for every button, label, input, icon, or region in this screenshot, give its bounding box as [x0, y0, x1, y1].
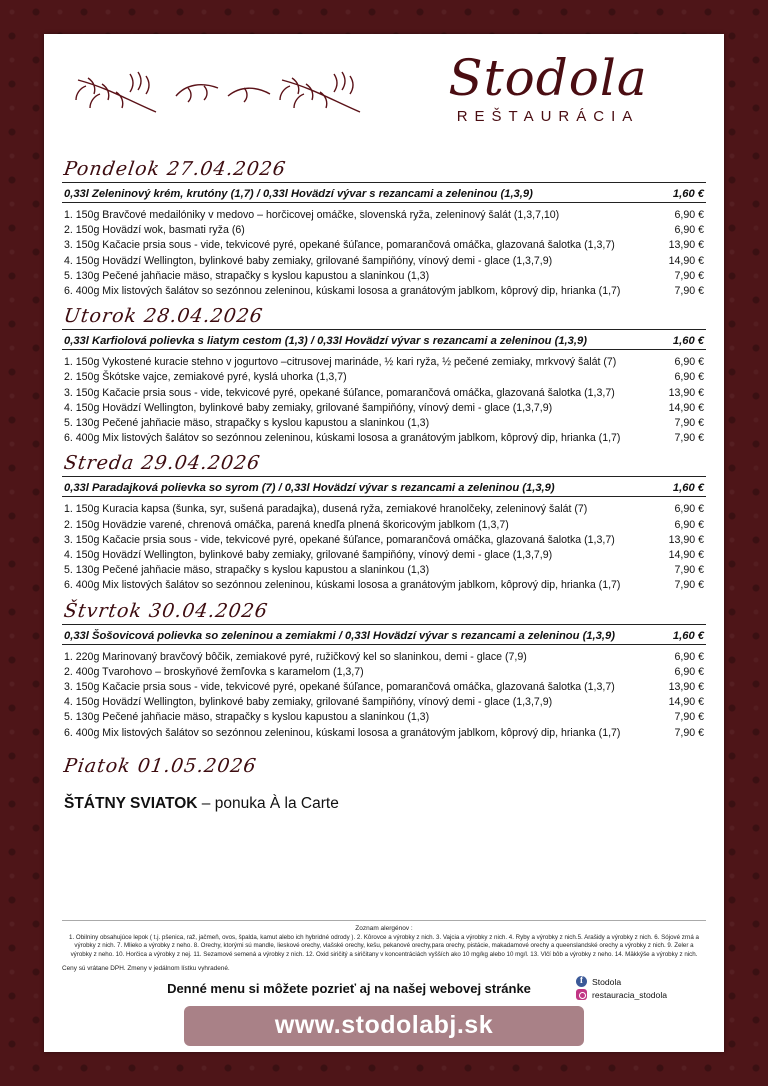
menu-item-text: 3. 150g Kačacie prsia sous - vide, tekvicové pyré, opekané šúľance, pomarančová omáčka, glazovaná šalotka (1,3,7)	[64, 533, 615, 546]
menu-item-price: 6,90 €	[674, 518, 704, 531]
menu-item	[62, 650, 706, 665]
menu-item	[62, 238, 706, 253]
menu-item-price: 14,90 €	[668, 401, 704, 414]
menu-item	[62, 386, 706, 401]
day-block-monday	[62, 158, 706, 299]
day-title: Utorok 28.04.2026	[62, 305, 265, 328]
menu-item-price: 6,90 €	[674, 224, 704, 237]
menu-item-text: 1. 150g Kuracia kapsa (šunka, syr, sušená paradajka), dusená ryža, zemiakové hranolčeky, zeleninový šalát (7)	[64, 503, 588, 516]
facebook-label: Stodola	[592, 976, 622, 987]
menu-item-price: 7,90 €	[674, 579, 704, 592]
menu-item-text: 1. 150g Bravčové medailóniky v medovo – horčicovej omáčke, slovenská ryža, zeleninový šalát (1,3,7,10)	[64, 209, 560, 221]
page-header	[62, 44, 706, 152]
instagram-icon	[576, 989, 587, 1000]
menu-item	[62, 208, 706, 223]
menu-item	[62, 401, 706, 416]
menu-item	[62, 680, 706, 695]
soup-row	[62, 182, 706, 203]
menu-item	[62, 563, 706, 578]
instagram-label: restauracia_stodola	[592, 989, 668, 1000]
menu-item-price: 6,90 €	[674, 356, 704, 369]
menu-item	[62, 726, 706, 741]
menu-item-price: 7,90 €	[674, 432, 704, 445]
menu-item-text: 4. 150g Hovädzí Wellington, bylinkové baby zemiaky, grilované šampiňóny, vínový demi - glace (1,3,7,9)	[64, 549, 553, 562]
menu-item	[62, 710, 706, 725]
day-title: Piatok 01.05.2026	[62, 754, 259, 777]
soup-price: 1,60 €	[672, 188, 704, 200]
menu-item-price: 14,90 €	[668, 254, 704, 267]
menu-item-price: 13,90 €	[668, 239, 704, 252]
day-title: Streda 29.04.2026	[62, 452, 262, 475]
menu-item-price: 14,90 €	[668, 696, 704, 709]
soup-row	[62, 624, 706, 645]
menu-item	[62, 533, 706, 548]
menu-item-text: 1. 220g Marinovaný bravčový bôčik, zemiakové pyré, ružičkový kel so slaninkou, demi - glace (7,9)	[64, 650, 527, 663]
menu-item-price: 13,90 €	[668, 681, 704, 694]
day-title: Štvrtok 30.04.2026	[62, 599, 270, 622]
menu-item-price: 7,90 €	[674, 269, 704, 282]
facebook-icon	[576, 976, 587, 987]
menu-items-list	[62, 650, 706, 741]
menu-item	[62, 355, 706, 370]
menu-item	[62, 223, 706, 238]
menu-item-text: 2. 150g Hovädzie varené, chrenová omáčka, parená knedľa plnená škoricovým jablkom (1,3,7)	[64, 518, 509, 531]
menu-items-list	[62, 208, 706, 299]
menu-item-text: 3. 150g Kačacie prsia sous - vide, tekvicové pyré, opekané šúľance, pomarančová omáčka, glazovaná šalotka (1,3,7)	[64, 239, 615, 252]
menu-item-text: 2. 150g Hovädzí wok, basmati ryža (6)	[64, 224, 245, 237]
logo-subtitle: REŠTAURÁCIA	[456, 108, 640, 125]
menu-item-text: 3. 150g Kačacie prsia sous - vide, tekvicové pyré, opekané šúľance, pomarančová omáčka, glazovaná šalotka (1,3,7)	[64, 681, 615, 694]
menu-items-list	[62, 502, 706, 593]
allergen-title: Zoznam alergénov :	[355, 924, 413, 932]
menu-item-price: 13,90 €	[668, 386, 704, 399]
day-title: Pondelok 27.04.2026	[62, 158, 288, 180]
menu-page	[44, 34, 724, 1052]
soup-text: 0,33l Karfiolová polievka s liatym cestom (1,3) / 0,33l Hovädzí vývar s rezancami a zeleninou (1,3,9)	[64, 335, 587, 348]
menu-item-text: 2. 150g Škótske vajce, zemiakové pyré, kyslá uhorka (1,3,7)	[64, 371, 347, 384]
menu-item	[62, 254, 706, 269]
menu-item	[62, 431, 706, 446]
menu-item-text: 6. 400g Mix listových šalátov so sezónnou zeleninou, kúskami lososa a granátovým jablkom, kôprový dip, hrianka (1,7)	[64, 726, 621, 739]
soup-text: 0,33l Paradajková polievka so syrom (7) / 0,33l Hovädzí vývar s rezancami a zeleninou (1,3,9)	[64, 482, 555, 495]
soup-row	[62, 476, 706, 497]
holiday-note	[64, 795, 704, 813]
menu-item	[62, 370, 706, 385]
page-footer	[44, 920, 724, 1052]
menu-item-text: 5. 130g Pečené jahňacie mäso, strapačky s kyslou kapustou a slaninkou (1,3)	[64, 417, 430, 430]
menu-item	[62, 518, 706, 533]
menu-items-list	[62, 355, 706, 446]
menu-item-text: 5. 130g Pečené jahňacie mäso, strapačky s kyslou kapustou a slaninkou (1,3)	[64, 269, 430, 282]
day-block-tuesday	[62, 305, 706, 446]
menu-item	[62, 548, 706, 563]
menu-item	[62, 665, 706, 680]
facebook-link[interactable]	[576, 976, 706, 987]
menu-item	[62, 578, 706, 593]
menu-item-price: 14,90 €	[668, 549, 704, 562]
branch-decoration	[68, 66, 368, 126]
menu-item-text: 4. 150g Hovädzí Wellington, bylinkové baby zemiaky, grilované šampiňóny, vínový demi - glace (1,3,7,9)	[64, 254, 553, 267]
menu-item-price: 6,90 €	[674, 665, 704, 678]
restaurant-logo	[398, 50, 698, 125]
social-links	[576, 974, 706, 1002]
soup-text: 0,33l Šošovicová polievka so zeleninou a zemiakmi / 0,33l Hovädzí vývar s rezancami a zeleninou (1,3,9)	[64, 629, 615, 642]
day-block-wednesday	[62, 452, 706, 593]
menu-item	[62, 695, 706, 710]
vat-note: Ceny sú vrátane DPH. Zmeny v jedálnom lístku vyhradené.	[62, 965, 230, 972]
menu-item-text: 6. 400g Mix listových šalátov so sezónnou zeleninou, kúskami lososa a granátovým jablkom, kôprový dip, hrianka (1,7)	[64, 432, 621, 445]
menu-item-price: 6,90 €	[674, 650, 704, 663]
menu-item-price: 7,90 €	[674, 564, 704, 577]
menu-item-price: 6,90 €	[674, 503, 704, 516]
menu-item-text: 2. 400g Tvarohovo – broskyňové žemľovka s karamelom (1,3,7)	[64, 665, 364, 678]
menu-item	[62, 284, 706, 299]
menu-item	[62, 502, 706, 517]
soup-row	[62, 329, 706, 350]
promo-text: Denné menu si môžete pozrieť aj na našej webovej stránke	[167, 980, 531, 996]
menu-item-price: 6,90 €	[674, 209, 704, 221]
leaf-branch-icon	[68, 66, 368, 126]
menu-item-price: 7,90 €	[674, 711, 704, 724]
menu-item-text: 6. 400g Mix listových šalátov so sezónnou zeleninou, kúskami lososa a granátovým jablkom, kôprový dip, hrianka (1,7)	[64, 579, 621, 592]
menu-item	[62, 416, 706, 431]
menu-item	[62, 269, 706, 284]
menu-item-text: 5. 130g Pečené jahňacie mäso, strapačky s kyslou kapustou a slaninkou (1,3)	[64, 564, 430, 577]
menu-item-text: 4. 150g Hovädzí Wellington, bylinkové baby zemiaky, grilované šampiňóny, vínový demi - glace (1,3,7,9)	[64, 696, 553, 709]
soup-price: 1,60 €	[672, 482, 704, 495]
menu-item-text: 5. 130g Pečené jahňacie mäso, strapačky s kyslou kapustou a slaninkou (1,3)	[64, 711, 430, 724]
holiday-rest: – ponuka À la Carte	[197, 794, 339, 812]
website-url: www.stodolabj.sk	[274, 1011, 494, 1039]
menu-item-price: 13,90 €	[668, 533, 704, 546]
menu-item-price: 6,90 €	[674, 371, 704, 384]
day-block-thursday	[62, 600, 706, 741]
instagram-link[interactable]	[576, 989, 706, 1000]
logo-name: Stodola	[448, 49, 648, 107]
day-block-friday	[62, 755, 706, 813]
menu-item-price: 7,90 €	[674, 285, 704, 298]
soup-price: 1,60 €	[672, 335, 704, 348]
menu-item-price: 7,90 €	[674, 417, 704, 430]
website-banner[interactable]	[184, 1006, 584, 1046]
allergen-text: 1. Obilniny obsahujúce lepok ( t.j. pšenica, raž, jačmeň, ovos, špalda, kamut alebo ich hybridné odrody ). 2. Kôrovce a výrobky z nich. 3. Vajcia a výrobky z nich. 4. Ryby a výrobky z nich.5. Arašidy a výrobky z nich. 6. Sójové zrná a výrobky z nich. 7. Mlieko a výrobky z neho. 8. Orechy, ktorými sú mandle, lieskové orechy, vlašské orechy, kešu, pekanové orechy,para orechy, pistácie, makadamové orechy a queenslandské orechy a výrobky z nich. 9. Zeler a výrobky z neho. 10. Horčica a výrobky z nej. 11. Sezamové semená a výrobky z nich. 12. Oxid siričitý a siričitany v koncentráciách vyšších ako 10 mg/kg alebo 10 mg/l. 13. Vlčí bôb a výrobky z neho. 14. Mäkkýše a výrobky z nich.	[69, 933, 699, 958]
menu-item-text: 6. 400g Mix listových šalátov so sezónnou zeleninou, kúskami lososa a granátovým jablkom, kôprový dip, hrianka (1,7)	[64, 285, 621, 298]
soup-text: 0,33l Zeleninový krém, krutóny (1,7) / 0,33l Hovädzí vývar s rezancami a zeleninou (1,3,9)	[64, 188, 533, 200]
footer-bottom-bar	[62, 974, 706, 1002]
footer-divider	[62, 920, 706, 921]
menu-item-text: 3. 150g Kačacie prsia sous - vide, tekvicové pyré, opekané šúľance, pomarančová omáčka, glazovaná šalotka (1,3,7)	[64, 386, 615, 399]
holiday-label: ŠTÁTNY SVIATOK	[64, 794, 198, 812]
menu-item-text: 4. 150g Hovädzí Wellington, bylinkové baby zemiaky, grilované šampiňóny, vínový demi - glace (1,3,7,9)	[64, 401, 553, 414]
menu-item-price: 7,90 €	[674, 726, 704, 739]
menu-item-text: 1. 150g Vykostené kuracie stehno v jogurtovo –citrusovej marináde, ½ kari ryža, ½ pečené zemiaky, mrkvový šalát (7)	[64, 356, 617, 369]
soup-price: 1,60 €	[672, 629, 704, 642]
